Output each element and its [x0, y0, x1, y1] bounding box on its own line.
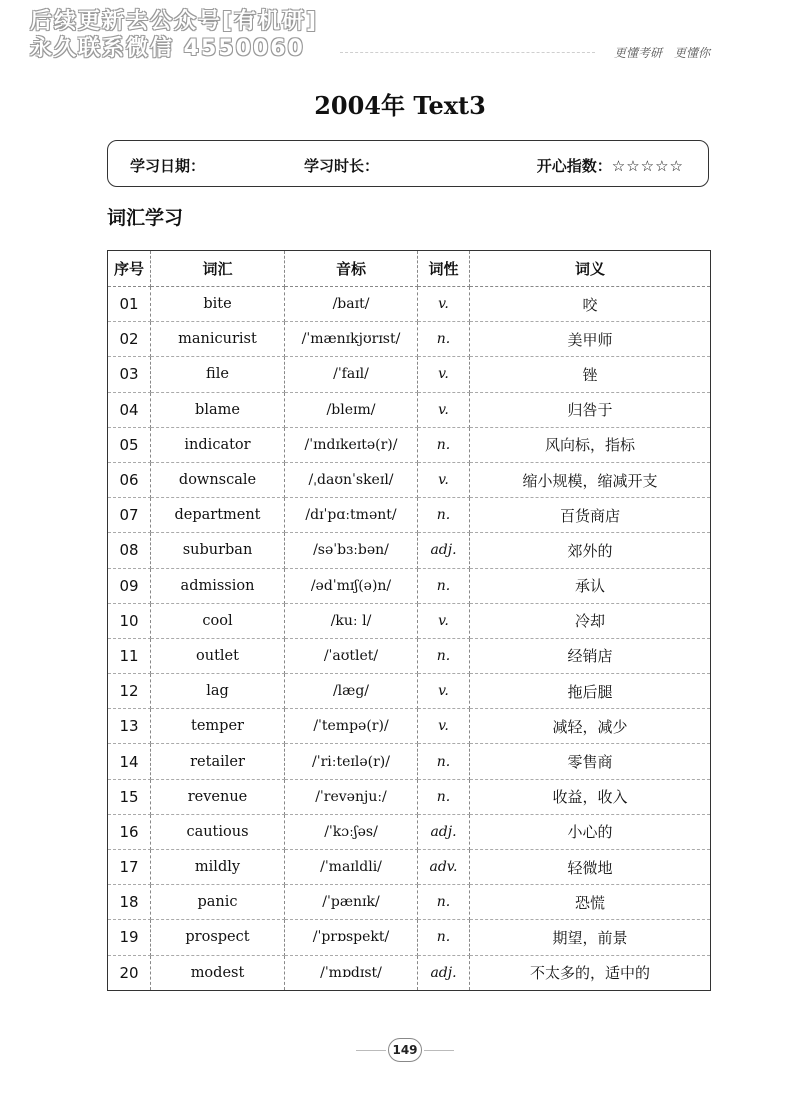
vocabulary-table	[107, 250, 711, 991]
cell-phonetic: /ˈɪndɪkeɪtə(r)/	[285, 427, 418, 462]
table-row	[108, 287, 711, 322]
table-row	[108, 779, 711, 814]
cell-word: modest	[151, 955, 285, 990]
cell-word: revenue	[151, 779, 285, 814]
table-row	[108, 533, 711, 568]
cell-number: 19	[108, 920, 151, 955]
cell-part-of-speech: adj.	[418, 533, 470, 568]
cell-part-of-speech: n.	[418, 744, 470, 779]
cell-meaning: 咬	[470, 287, 711, 322]
table-row	[108, 638, 711, 673]
cell-word: department	[151, 498, 285, 533]
cell-part-of-speech: n.	[418, 568, 470, 603]
cell-number: 09	[108, 568, 151, 603]
study-info-box	[107, 140, 709, 187]
cell-phonetic: /ˈmaɪldli/	[285, 850, 418, 885]
cell-phonetic: /dɪˈpɑːtmənt/	[285, 498, 418, 533]
section-title: 词汇学习	[107, 207, 184, 229]
cell-word: file	[151, 357, 285, 392]
cell-phonetic: /baɪt/	[285, 287, 418, 322]
cell-meaning: 轻微地	[470, 850, 711, 885]
cell-meaning: 美甲师	[470, 322, 711, 357]
cell-part-of-speech: adj.	[418, 814, 470, 849]
column-header-part-of-speech: 词性	[418, 251, 470, 287]
table-row	[108, 357, 711, 392]
cell-part-of-speech: v.	[418, 462, 470, 497]
page-number: 149	[388, 1038, 422, 1062]
cell-word: mildly	[151, 850, 285, 885]
cell-meaning: 缩小规模，缩减开支	[470, 462, 711, 497]
cell-number: 13	[108, 709, 151, 744]
table-row	[108, 885, 711, 920]
cell-part-of-speech: v.	[418, 709, 470, 744]
table-row	[108, 850, 711, 885]
cell-part-of-speech: n.	[418, 638, 470, 673]
cell-meaning: 锉	[470, 357, 711, 392]
cell-number: 16	[108, 814, 151, 849]
cell-phonetic: /bleɪm/	[285, 392, 418, 427]
cell-number: 08	[108, 533, 151, 568]
cell-part-of-speech: n.	[418, 779, 470, 814]
cell-word: lag	[151, 674, 285, 709]
page-number-ornament-left	[356, 1050, 386, 1051]
cell-meaning: 减轻，减少	[470, 709, 711, 744]
cell-word: retailer	[151, 744, 285, 779]
cell-meaning: 收益，收入	[470, 779, 711, 814]
cell-part-of-speech: adv.	[418, 850, 470, 885]
cell-phonetic: /ˌdaʊnˈskeɪl/	[285, 462, 418, 497]
cell-meaning: 恐慌	[470, 885, 711, 920]
cell-word: bite	[151, 287, 285, 322]
column-header-number: 序号	[108, 251, 151, 287]
cell-part-of-speech: n.	[418, 920, 470, 955]
cell-part-of-speech: v.	[418, 674, 470, 709]
cell-phonetic: /ˈkɔːʃəs/	[285, 814, 418, 849]
cell-phonetic: /səˈbɜːbən/	[285, 533, 418, 568]
cell-word: prospect	[151, 920, 285, 955]
cell-word: cool	[151, 603, 285, 638]
cell-meaning: 期望，前景	[470, 920, 711, 955]
table-row	[108, 744, 711, 779]
table-row	[108, 498, 711, 533]
cell-number: 07	[108, 498, 151, 533]
mood-index	[537, 155, 684, 176]
table-row	[108, 709, 711, 744]
cell-word: manicurist	[151, 322, 285, 357]
cell-word: outlet	[151, 638, 285, 673]
vocabulary-table-body	[108, 287, 711, 991]
table-row	[108, 814, 711, 849]
cell-phonetic: /ˈprɒspekt/	[285, 920, 418, 955]
cell-number: 04	[108, 392, 151, 427]
cell-meaning: 零售商	[470, 744, 711, 779]
cell-part-of-speech: v.	[418, 603, 470, 638]
cell-word: downscale	[151, 462, 285, 497]
cell-meaning: 风向标，指标	[470, 427, 711, 462]
cell-meaning: 承认	[470, 568, 711, 603]
table-row	[108, 920, 711, 955]
cell-phonetic: /ˈaʊtlet/	[285, 638, 418, 673]
watermark-line-1: 后续更新去公众号[有机研]	[30, 9, 319, 34]
table-row	[108, 568, 711, 603]
watermark-line-2: 永久联系微信 4550060	[30, 36, 305, 61]
cell-meaning: 归咎于	[470, 392, 711, 427]
table-row	[108, 462, 711, 497]
mood-star-icons: ☆☆☆☆☆	[611, 157, 684, 175]
watermark	[30, 8, 350, 62]
cell-part-of-speech: n.	[418, 885, 470, 920]
cell-part-of-speech: n.	[418, 427, 470, 462]
cell-number: 02	[108, 322, 151, 357]
cell-meaning: 郊外的	[470, 533, 711, 568]
cell-number: 14	[108, 744, 151, 779]
cell-word: panic	[151, 885, 285, 920]
table-row	[108, 427, 711, 462]
cell-number: 18	[108, 885, 151, 920]
page-title: 2004年 Text3	[314, 91, 486, 120]
study-duration-label: 学习时长：	[304, 157, 380, 175]
cell-number: 06	[108, 462, 151, 497]
page-number-ornament-right	[424, 1050, 454, 1051]
cell-number: 17	[108, 850, 151, 885]
table-row	[108, 603, 711, 638]
cell-word: blame	[151, 392, 285, 427]
mood-index-label: 开心指数：	[536, 157, 612, 175]
cell-meaning: 冷却	[470, 603, 711, 638]
table-row	[108, 392, 711, 427]
cell-number: 05	[108, 427, 151, 462]
table-header-row	[108, 251, 711, 287]
cell-word: temper	[151, 709, 285, 744]
cell-number: 15	[108, 779, 151, 814]
table-row	[108, 322, 711, 357]
cell-number: 03	[108, 357, 151, 392]
cell-phonetic: /kuː l/	[285, 603, 418, 638]
table-row	[108, 674, 711, 709]
cell-meaning: 不太多的，适中的	[470, 955, 711, 990]
cell-phonetic: /læg/	[285, 674, 418, 709]
cell-part-of-speech: v.	[418, 392, 470, 427]
cell-part-of-speech: v.	[418, 287, 470, 322]
cell-number: 11	[108, 638, 151, 673]
cell-phonetic: /ˈmɒdɪst/	[285, 955, 418, 990]
cell-phonetic: /ˈtempə(r)/	[285, 709, 418, 744]
cell-number: 10	[108, 603, 151, 638]
cell-phonetic: /ˈrevənjuː/	[285, 779, 418, 814]
study-date-label: 学习日期：	[130, 157, 206, 175]
cell-part-of-speech: n.	[418, 322, 470, 357]
cell-meaning: 经销店	[470, 638, 711, 673]
column-header-meaning: 词义	[470, 251, 711, 287]
cell-number: 01	[108, 287, 151, 322]
cell-part-of-speech: v.	[418, 357, 470, 392]
cell-meaning: 百货商店	[470, 498, 711, 533]
cell-part-of-speech: n.	[418, 498, 470, 533]
column-header-word: 词汇	[151, 251, 285, 287]
cell-word: admission	[151, 568, 285, 603]
cell-part-of-speech: adj.	[418, 955, 470, 990]
cell-number: 20	[108, 955, 151, 990]
cell-number: 12	[108, 674, 151, 709]
cell-meaning: 小心的	[470, 814, 711, 849]
header-slogan: 更懂考研 更懂你	[613, 46, 710, 60]
cell-phonetic: /ˈpænɪk/	[285, 885, 418, 920]
header-divider	[340, 52, 595, 53]
column-header-phonetic: 音标	[285, 251, 418, 287]
cell-word: cautious	[151, 814, 285, 849]
cell-phonetic: /ˈmænɪkjʊrɪst/	[285, 322, 418, 357]
cell-word: indicator	[151, 427, 285, 462]
cell-meaning: 拖后腿	[470, 674, 711, 709]
cell-word: suburban	[151, 533, 285, 568]
table-row	[108, 955, 711, 990]
cell-phonetic: /ˈriːteɪlə(r)/	[285, 744, 418, 779]
cell-phonetic: /ˈfaɪl/	[285, 357, 418, 392]
cell-phonetic: /ədˈmɪʃ(ə)n/	[285, 568, 418, 603]
